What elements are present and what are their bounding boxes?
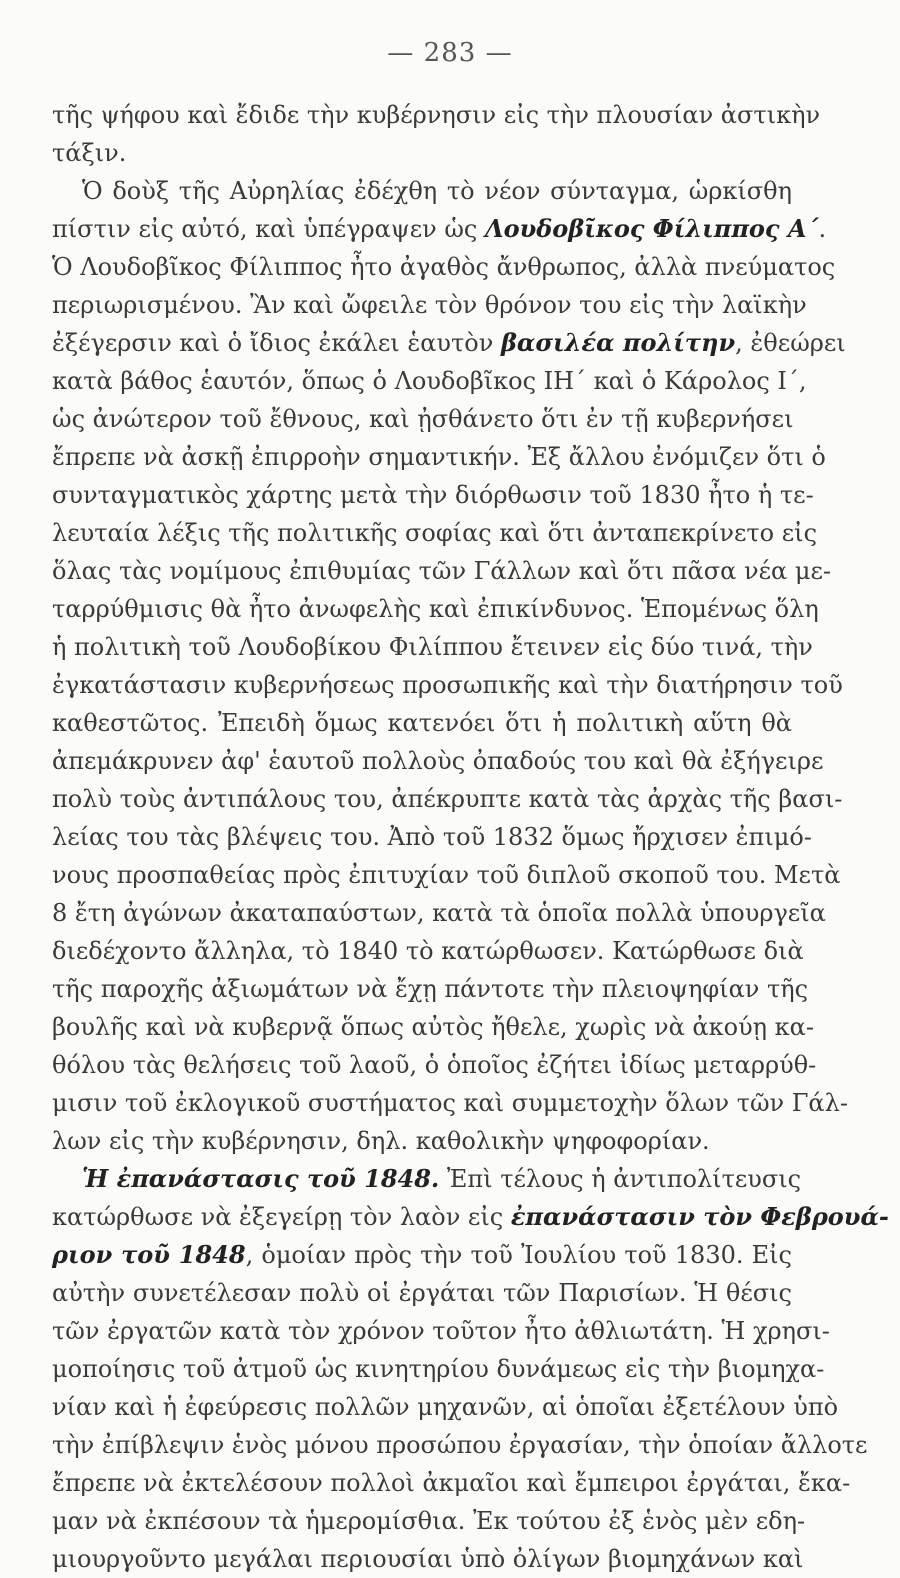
text-line [52,552,831,590]
text-line [52,210,827,248]
text-line [52,628,813,666]
line-text: βουλῆς καὶ νὰ κυβερνᾷ ὅπως αὐτὸς ἤθελε, χωρὶς νὰ ἀκούῃ κα- [52,1013,814,1041]
text-line [52,1464,851,1502]
line-text: ἐγκατάστασιν κυβερνήσεως προσωπικῆς καὶ τὴν διατήρησιν τοῦ [52,671,843,699]
emphasized-text: ριον τοῦ 1848 [52,1240,246,1269]
emphasized-text: Ἡ ἐπανάστασις τοῦ 1848. [82,1164,440,1193]
line-text: ἔπρεπε νὰ ἀσκῇ ἐπιρροὴν σημαντικήν. Ἐξ ἄλλου ἐνόμιζεν ὅτι ὁ [52,443,826,471]
line-text: μιουργοῦντο μεγάλαι περιουσίαι ὑπὸ ὀλίγων βιομηχάνων καὶ [52,1545,804,1573]
line-text: πίστιν εἰς αὐτό, καὶ ὑπέγραψεν ὡς [52,215,485,243]
text-line [52,704,792,742]
text-line [52,1160,802,1198]
line-text: κατὰ βάθος ἑαυτόν, ὅπως ὁ Λουδοβῖκος ΙΗ΄ καὶ ὁ Κάρολος Ι΄, [52,367,807,395]
line-text: τῆς ψήφου καὶ ἔδιδε τὴν κυβέρνησιν εἰς τὴν πλουσίαν ἀστικὴν [52,101,821,129]
line-text: καθεστῶτος. Ἐπειδὴ ὅμως κατενόει ὅτι ἡ πολιτικὴ αὕτη θὰ [52,709,792,737]
line-text: μαν νὰ ἐκπέσουν τὰ ἡμερομίσθια. Ἐκ τούτου ἐξ ἑνὸς μὲν εδη- [52,1507,806,1535]
line-text: ἡ πολιτικὴ τοῦ Λουδοβίκου Φιλίππου ἔτεινεν εἰς δύο τινά, τὴν [52,633,813,661]
emphasized-text: ἐπανάστασιν τὸν Φεβρουά- [510,1202,889,1231]
line-text: ὅλας τὰς νομίμους ἐπιθυμίας τῶν Γάλλων καὶ ὅτι πᾶσα νέα με- [52,557,831,585]
emphasized-text: βασιλέα πολίτην [500,328,736,357]
text-line [52,400,792,438]
line-text: τῶν ἐργατῶν κατὰ τὸν χρόνον τοῦτον ἦτο ἀθλιωτάτη. Ἡ χρησι- [52,1317,830,1345]
line-text: μοποίησις τοῦ ἀτμοῦ ὡς κινητηρίου δυνάμεως εἰς τὴν βιομηχα- [52,1355,825,1383]
line-text: ἔπρεπε νὰ ἐκτελέσουν πολλοὶ ἀκμαῖοι καὶ ἔμπειροι ἐργάται, ἔκα- [52,1469,851,1497]
line-text: πολὺ τοὺς ἀντιπάλους του, ἀπέκρυπτε κατὰ τὰς ἀρχὰς τῆς βασι- [52,785,843,813]
line-text: ταρρύθμισις θὰ ἦτο ἀνωφελὴς καὶ ἐπικίνδυνος. Ἑπομένως ὅλη [52,595,819,623]
text-line [52,970,809,1008]
line-text: νίαν καὶ ἡ ἐφεύρεσις πολλῶν μηχανῶν, αἱ ὁποῖαι ἐξετέλουν ὑπὸ [52,1393,839,1421]
text-line [52,818,812,856]
line-text: διεδέχοντο ἄλληλα, τὸ 1840 τὸ κατώρθωσεν. Κατώρθωσε διὰ [52,937,804,965]
text-line [52,172,792,210]
text-line [52,1046,817,1084]
text-line [52,1198,889,1236]
text-line [52,134,792,172]
text-line [52,1084,848,1122]
line-text: λείας του τὰς βλέψεις του. Ἀπὸ τοῦ 1832 ὅμως ἤρχισεν ἐπιμό- [52,823,812,851]
line-text: ὡς ἀνώτερον τοῦ ἔθνους, καὶ ᾐσθάνετο ὅτι ἐν τῇ κυβερνήσει [52,405,794,433]
line-text: τῆς παροχῆς ἀξιωμάτων νὰ ἔχῃ πάντοτε τὴν πλειοψηφίαν τῆς [52,975,809,1003]
page-number: — 283 — [387,38,513,68]
line-text: θόλου τὰς θελήσεις τοῦ λαοῦ, ὁ ὁποῖος ἐζήτει ἰδίως μεταρρύθ- [52,1051,817,1079]
body-text [52,96,889,1578]
line-text: , ὁμοίαν πρὸς τὴν τοῦ Ἰουλίου τοῦ 1830. Εἰς [245,1241,793,1269]
text-line [52,856,841,894]
line-text: Ἐπὶ τέλους ἡ ἀντιπολίτευσις [439,1165,802,1193]
line-text: νους προσπαθείας πρὸς ἐπιτυχίαν τοῦ διπλοῦ σκοποῦ του. Μετὰ [52,861,841,889]
text-line [52,780,843,818]
text-line [52,1388,839,1426]
line-text: μισιν τοῦ ἐκλογικοῦ συστήματος καὶ συμμετοχὴν ὅλων τῶν Γάλ- [52,1089,848,1117]
text-line [52,362,807,400]
text-line [52,96,821,134]
line-text: Ὁ Λουδοβῖκος Φίλιππος ἦτο ἀγαθὸς ἄνθρωπος, ἀλλὰ πνεύματος [52,253,836,281]
text-line [52,1540,804,1578]
text-line [52,1008,814,1046]
text-line [52,324,846,362]
text-line [52,1274,792,1312]
emphasized-text: Λουδοβῖκος Φίλιππος Α΄ [484,214,819,243]
line-text: περιωρισμένου. Ἂν καὶ ὤφειλε τὸν θρόνον του εἰς τὴν λαϊκὴν [52,291,807,319]
text-line [52,514,818,552]
line-text: ἐξέγερσιν καὶ ὁ ἴδιος ἐκάλει ἑαυτὸν [52,329,501,357]
text-line [52,1312,830,1350]
line-text: 8 ἔτη ἀγώνων ἀκαταπαύστων, κατὰ τὰ ὁποῖα πολλὰ ὑπουργεῖα [52,899,826,927]
text-line [52,742,824,780]
text-line [52,476,814,514]
line-text: αὐτὴν συνετέλεσαν πολὺ οἱ ἐργάται τῶν Παρισίων. Ἡ θέσις [52,1279,792,1307]
line-text: συνταγματικὸς χάρτης μετὰ τὴν διόρθωσιν τοῦ 1830 ἦτο ἡ τε- [52,481,814,509]
text-line [52,932,804,970]
line-text: τὴν ἐπίβλεψιν ἑνὸς μόνου προσώπου ἐργασίαν, τὴν ὁποίαν ἄλλοτε [52,1431,868,1459]
line-text: τάξιν. [52,139,127,167]
text-line [52,1350,825,1388]
line-text: λευταία λέξις τῆς πολιτικῆς σοφίας καὶ ὅτι ἀνταπεκρίνετο εἰς [52,519,818,547]
text-line [52,1426,868,1464]
text-line [52,1122,792,1160]
text-line [52,666,843,704]
line-text: ἀπεμάκρυνεν ἀφ' ἑαυτοῦ πολλοὺς ὀπαδούς του καὶ θὰ ἐξήγειρε [52,747,824,775]
text-line [52,590,819,628]
text-line [52,1236,792,1274]
text-line [52,1502,806,1540]
text-line [52,286,807,324]
line-text: κατώρθωσε νὰ ἐξεγείρῃ τὸν λαὸν εἰς [52,1203,511,1231]
line-text: , ἐθεώρει [735,329,846,357]
line-text: . [818,215,827,243]
line-text: λων εἰς τὴν κυβέρνησιν, δηλ. καθολικὴν ψηφοφορίαν. [52,1127,710,1155]
text-line [52,894,826,932]
text-line [52,438,826,476]
line-text: Ὁ δοὺξ τῆς Αὐρηλίας ἐδέχθη τὸ νέον σύνταγμα, ὡρκίσθη [82,177,792,205]
text-line [52,248,836,286]
